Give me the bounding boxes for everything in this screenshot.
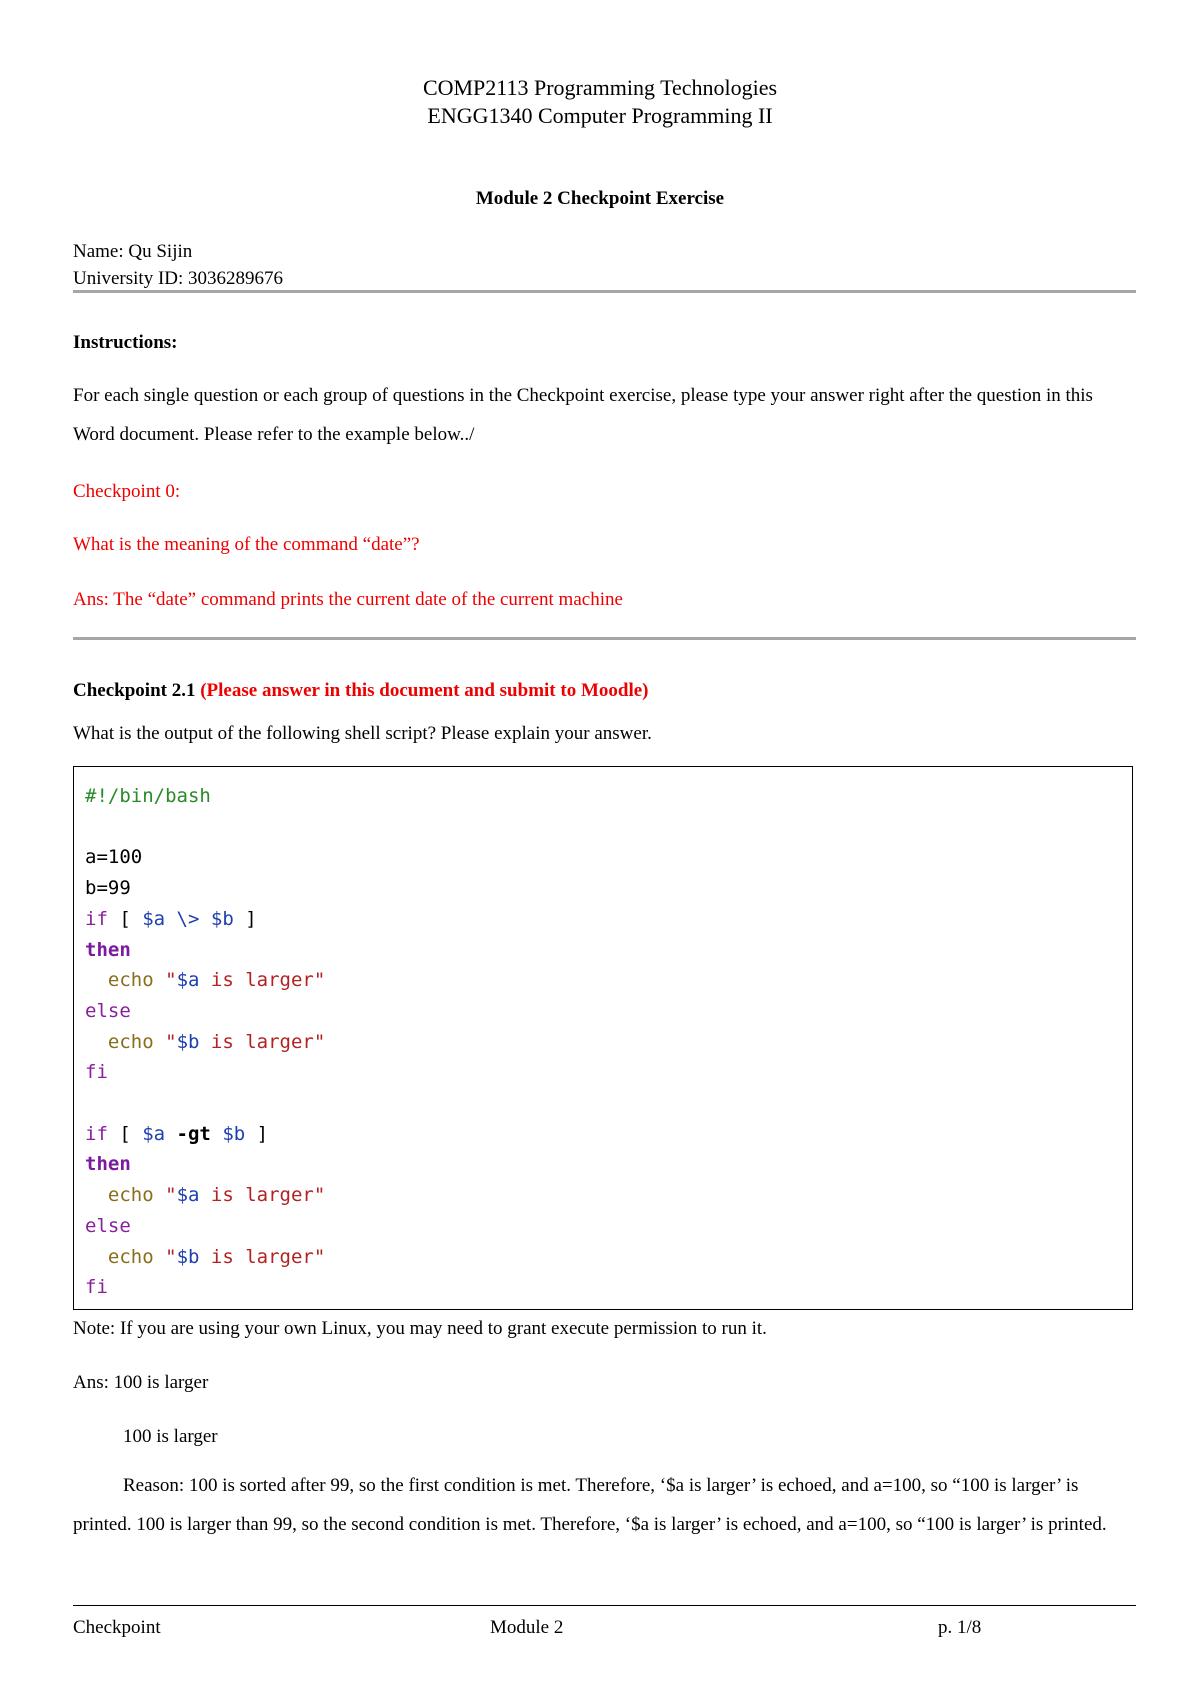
code-then-keyword: then: [85, 1153, 131, 1176]
code-var-b: $b: [176, 1245, 200, 1268]
code-block: [73, 766, 1133, 1310]
code-string-rest: is larger": [199, 969, 326, 992]
code-indent: [85, 1246, 108, 1268]
code-assign-b: b=99: [85, 877, 131, 900]
code-fi-keyword: fi: [85, 1276, 108, 1299]
answer-line-2: 100 is larger: [123, 1426, 218, 1447]
example-question: What is the meaning of the command “date”?: [73, 534, 420, 555]
footer-left: Checkpoint: [73, 1617, 161, 1638]
code-echo: echo: [107, 1030, 154, 1053]
code-quote: ": [165, 969, 177, 992]
code-string-compare-op: \>: [165, 907, 211, 930]
example-answer: Ans: The “date” command prints the current date of the current machine: [73, 589, 623, 610]
code-assign-a: a=100: [85, 846, 143, 869]
code-var-a: $a: [176, 1184, 200, 1207]
answer-line-1: Ans: 100 is larger: [73, 1372, 209, 1393]
code-else-keyword: else: [85, 999, 131, 1022]
code-bracket: ]: [245, 1122, 269, 1145]
footer-center: Module 2: [490, 1617, 564, 1638]
code-then-keyword: then: [85, 938, 131, 961]
code-string-rest: is larger": [199, 1184, 326, 1207]
shell-script: [85, 781, 325, 1303]
code-indent: [85, 1031, 108, 1053]
code-var-b: $b: [210, 907, 234, 930]
student-id: University ID: 3036289676: [73, 268, 284, 289]
code-else-keyword: else: [85, 1214, 131, 1237]
code-quote: ": [165, 1245, 177, 1268]
code-string-rest: is larger": [199, 1030, 326, 1053]
code-indent: [85, 1184, 108, 1206]
code-var-b: $b: [222, 1122, 246, 1145]
code-echo: echo: [107, 1184, 154, 1207]
footer-page-number: p. 1/8: [938, 1617, 982, 1638]
footer-divider: [73, 1605, 1136, 1606]
code-quote: ": [165, 1184, 177, 1207]
code-if-keyword: if: [85, 1122, 108, 1145]
instructions-text: For each single question or each group of questions in the Checkpoint exercise, please type your answer right after the question in this Word document. Please refer to the example below../: [73, 385, 1093, 445]
code-var-b: $b: [176, 1030, 200, 1053]
permission-note: Note: If you are using your own Linux, you may need to grant execute permission to run it.: [73, 1318, 767, 1339]
code-fi-keyword: fi: [85, 1061, 108, 1084]
course-title-engg1340: ENGG1340 Computer Programming II: [427, 103, 773, 128]
code-shebang: #!/bin/bash: [85, 785, 211, 807]
header-divider: [73, 290, 1136, 293]
code-echo: echo: [107, 969, 154, 992]
code-var-a: $a: [142, 907, 166, 930]
module-title: Module 2 Checkpoint Exercise: [475, 188, 725, 209]
course-title-comp2113: COMP2113 Programming Technologies: [422, 75, 778, 100]
code-bracket: [: [107, 907, 143, 930]
checkpoint-question: What is the output of the following shell script? Please explain your answer.: [73, 723, 652, 744]
answer-reason: Reason: 100 is sorted after 99, so the first condition is met. Therefore, ‘$a is larger’ is echoed, and a=100, so “100 is larger’ is printed. 100 is larger than 99, so the second condition is met. Therefore, ‘$a is larger’ is echoed, and a=100, so “100 is larger’ is printed.: [73, 1475, 1107, 1535]
code-bracket: ]: [233, 907, 257, 930]
checkpoint-heading: [73, 679, 649, 703]
code-var-a: $a: [142, 1122, 166, 1145]
code-if-keyword: if: [85, 907, 108, 930]
example-title: Checkpoint 0:: [73, 481, 181, 502]
code-quote: ": [165, 1030, 177, 1053]
instructions-heading: Instructions:: [73, 332, 178, 353]
code-indent: [85, 969, 108, 991]
code-echo: echo: [107, 1245, 154, 1268]
code-string-rest: is larger": [199, 1245, 326, 1268]
code-bracket: [: [107, 1122, 143, 1145]
checkpoint-submit-note: (Please answer in this document and submit to Moodle): [200, 680, 649, 701]
checkpoint-title: Checkpoint 2.1: [73, 680, 196, 701]
code-var-a: $a: [176, 969, 200, 992]
example-divider: [73, 637, 1136, 640]
code-numeric-compare-op: -gt: [165, 1122, 223, 1145]
student-name: Name: Qu Sijin: [73, 241, 193, 262]
